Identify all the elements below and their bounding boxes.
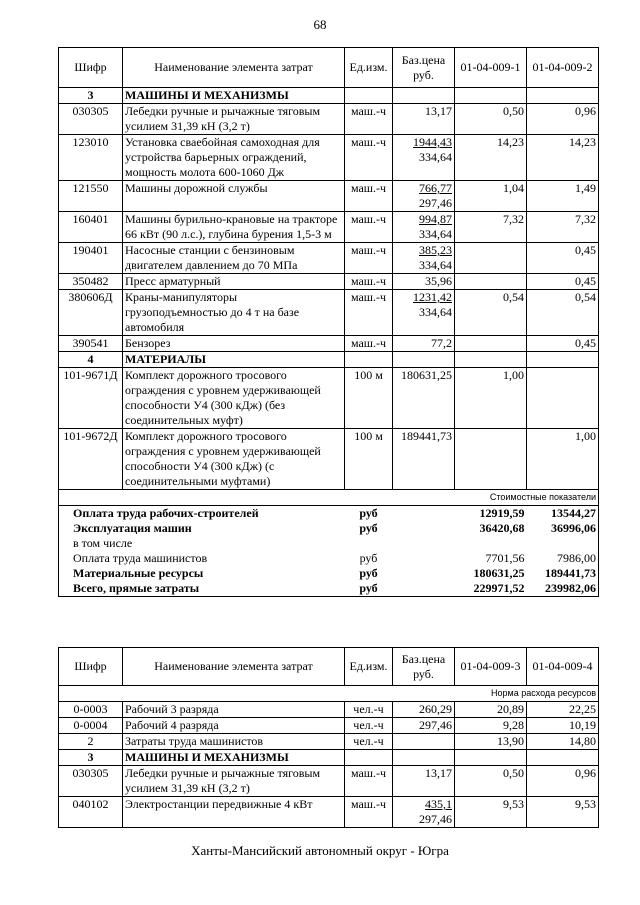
row-code: 380606Д xyxy=(59,290,123,336)
row-price-base: 35,96 xyxy=(425,274,452,288)
row-price-base: 1231,42 xyxy=(413,290,452,304)
row-name: Насосные станции с бензиновым двигателем давлением до 70 МПа xyxy=(123,243,345,274)
summary-spacer xyxy=(393,521,455,536)
resource-table-2 xyxy=(58,647,599,828)
summary-unit: руб xyxy=(359,566,378,580)
table-row xyxy=(59,429,599,490)
table-row xyxy=(59,336,599,352)
table-row xyxy=(59,181,599,212)
row-code: 350482 xyxy=(59,274,123,290)
table1-body xyxy=(59,88,599,490)
summary-unit: руб xyxy=(359,506,378,520)
page-number: 68 xyxy=(313,17,327,32)
row-unit: маш.-ч xyxy=(345,243,393,274)
table-row xyxy=(59,750,599,766)
row-name: Рабочий 4 разряда xyxy=(123,718,345,734)
summary-unit xyxy=(345,536,393,551)
header-col-a1: 01-04-009-1 xyxy=(455,48,527,88)
row-unit: 100 м xyxy=(345,368,393,429)
row-name: Рабочий 3 разряда xyxy=(123,702,345,718)
row-value-2: 0,96 xyxy=(527,766,599,797)
table-row xyxy=(59,290,599,336)
resource-table-1 xyxy=(58,47,599,597)
row-price xyxy=(393,368,455,429)
row-name: Лебедки ручные и рычажные тяговым усилием 31,39 кН (3,2 т) xyxy=(123,766,345,797)
summary-spacer xyxy=(393,506,455,522)
row-value-2: 0,45 xyxy=(527,336,599,352)
row-value-1: 0,50 xyxy=(455,766,527,797)
row-unit xyxy=(345,88,393,104)
row-value-2: 10,19 xyxy=(527,718,599,734)
table-row xyxy=(59,274,599,290)
row-value-2: 0,45 xyxy=(527,274,599,290)
row-unit: маш.-ч xyxy=(345,290,393,336)
row-price xyxy=(393,88,455,104)
row-code: 030305 xyxy=(59,104,123,135)
row-value-1 xyxy=(455,429,527,490)
summary-spacer xyxy=(393,536,455,551)
row-code: 040102 xyxy=(59,797,123,828)
row-code: 2 xyxy=(59,734,123,750)
header2-price: Баз.цена руб. xyxy=(393,648,455,686)
summary-row xyxy=(59,521,599,536)
norm-caption: Норма расхода ресурсов xyxy=(59,686,599,702)
summary-spacer xyxy=(393,551,455,566)
row-price-base: 766,77 xyxy=(419,181,452,195)
row-value-2: 0,45 xyxy=(527,243,599,274)
table-row xyxy=(59,368,599,429)
row-value-2: 14,23 xyxy=(527,135,599,181)
table-row xyxy=(59,352,599,368)
row-price-base: 435,1 xyxy=(425,797,452,811)
row-name: Затраты труда машинистов xyxy=(123,734,345,750)
summary-value-2 xyxy=(527,536,599,551)
summary-label: Материальные ресурсы xyxy=(59,566,345,581)
row-price-base: 77,2 xyxy=(431,336,452,350)
summary-spacer xyxy=(393,581,455,597)
row-code: 3 xyxy=(59,88,123,104)
summary-label: Всего, прямые затраты xyxy=(59,581,345,597)
row-price xyxy=(393,290,455,336)
row-value-2 xyxy=(527,368,599,429)
row-price-base: 385,23 xyxy=(419,243,452,257)
row-price xyxy=(393,702,455,718)
row-price-secondary: 297,46 xyxy=(419,196,452,210)
summary-value-1: 12919,59 xyxy=(479,506,525,520)
row-price xyxy=(393,734,455,750)
row-price-secondary: 297,46 xyxy=(419,812,452,826)
header2-col-b2: 01-04-009-4 xyxy=(527,648,599,686)
summary-row xyxy=(59,536,599,551)
row-price-base: 13,17 xyxy=(425,104,452,118)
row-price xyxy=(393,352,455,368)
row-value-1: 7,32 xyxy=(455,212,527,243)
row-name: Бензорез xyxy=(123,336,345,352)
row-value-1: 20,89 xyxy=(455,702,527,718)
header2-col-b1: 01-04-009-3 xyxy=(455,648,527,686)
row-code: 3 xyxy=(59,750,123,766)
row-unit xyxy=(345,750,393,766)
summary-spacer xyxy=(393,566,455,581)
summary-row xyxy=(59,581,599,597)
table1-summary xyxy=(59,506,599,597)
row-unit: 100 м xyxy=(345,429,393,490)
row-unit: чел.-ч xyxy=(345,734,393,750)
row-unit: маш.-ч xyxy=(345,104,393,135)
row-price-secondary: 334,64 xyxy=(419,227,452,241)
row-code: 121550 xyxy=(59,181,123,212)
row-code: 030305 xyxy=(59,766,123,797)
summary-row xyxy=(59,566,599,581)
row-name: Комплект дорожного тросового ограждения с уровнем удерживающей способности У4 (300 кДж) (без соединительных муфт) xyxy=(123,368,345,429)
row-price-base: 13,17 xyxy=(425,766,452,780)
table-row xyxy=(59,797,599,828)
footer-region: Ханты-Мансийский автономный округ - Югра xyxy=(191,843,449,858)
row-unit: маш.-ч xyxy=(345,181,393,212)
table-row xyxy=(59,734,599,750)
row-value-1: 1,04 xyxy=(455,181,527,212)
row-value-1: 0,50 xyxy=(455,104,527,135)
row-name: Пресс арматурный xyxy=(123,274,345,290)
summary-label: Оплата труда машинистов xyxy=(59,551,345,566)
row-name: Установка сваебойная самоходная для устройства барьерных ограждений, мощность молота 600-1060 Дж xyxy=(123,135,345,181)
row-value-2 xyxy=(527,88,599,104)
header-name: Наименование элемента затрат xyxy=(123,48,345,88)
row-unit: маш.-ч xyxy=(345,766,393,797)
row-price-secondary: 334,64 xyxy=(419,305,452,319)
summary-unit: руб xyxy=(345,581,393,597)
row-code: 4 xyxy=(59,352,123,368)
row-name: МАШИНЫ И МЕХАНИЗМЫ xyxy=(123,88,345,104)
row-name: Электростанции передвижные 4 кВт xyxy=(123,797,345,828)
row-name: Машины бурильно-крановые на тракторе 66 кВт (90 л.с.), глубина бурения 1,5-3 м xyxy=(123,212,345,243)
row-price xyxy=(393,766,455,797)
row-value-2: 7,32 xyxy=(527,212,599,243)
row-price-base: 297,46 xyxy=(419,718,452,732)
row-value-1 xyxy=(455,88,527,104)
summary-value-1: 7701,56 xyxy=(485,551,525,565)
row-price-base: 1944,43 xyxy=(413,135,452,149)
row-code: 123010 xyxy=(59,135,123,181)
row-value-2: 1,49 xyxy=(527,181,599,212)
row-name: Лебедки ручные и рычажные тяговым усилием 31,39 кН (3,2 т) xyxy=(123,104,345,135)
header2-name: Наименование элемента затрат xyxy=(123,648,345,686)
row-unit: маш.-ч xyxy=(345,212,393,243)
row-price xyxy=(393,212,455,243)
row-value-1 xyxy=(455,243,527,274)
header-code: Шифр xyxy=(59,48,123,88)
row-name: Краны-манипуляторы грузоподъемностью до 4 т на базе автомобиля xyxy=(123,290,345,336)
table-row xyxy=(59,135,599,181)
row-price xyxy=(393,135,455,181)
row-code: 101-9672Д xyxy=(59,429,123,490)
summary-value-2: 239982,06 xyxy=(527,581,599,597)
row-price xyxy=(393,797,455,828)
row-code: 160401 xyxy=(59,212,123,243)
summary-value-1: 229971,52 xyxy=(455,581,527,597)
summary-value-1: 180631,25 xyxy=(473,566,525,580)
row-value-2: 0,96 xyxy=(527,104,599,135)
table-row xyxy=(59,104,599,135)
row-price xyxy=(393,336,455,352)
summary-value-2: 36996,06 xyxy=(527,521,599,536)
row-name: Комплект дорожного тросового ограждения с уровнем удерживающей способности У4 (300 кДж) (с соединительными муфтами) xyxy=(123,429,345,490)
row-unit: маш.-ч xyxy=(345,336,393,352)
summary-value-2: 13544,27 xyxy=(527,506,599,522)
row-price xyxy=(393,181,455,212)
summary-caption: Стоимостные показатели xyxy=(59,490,599,506)
header-unit: Ед.изм. xyxy=(345,48,393,88)
summary-label: Эксплуатация машин xyxy=(59,521,345,536)
summary-row xyxy=(59,506,599,522)
row-name: МАТЕРИАЛЫ xyxy=(123,352,345,368)
row-price xyxy=(393,750,455,766)
summary-row xyxy=(59,551,599,566)
row-value-1: 13,90 xyxy=(455,734,527,750)
summary-label: Оплата труда рабочих-строителей xyxy=(59,506,345,522)
row-value-1: 9,28 xyxy=(455,718,527,734)
row-code: 0-0003 xyxy=(59,702,123,718)
row-value-1: 14,23 xyxy=(455,135,527,181)
row-value-1 xyxy=(455,750,527,766)
summary-unit: руб xyxy=(359,551,378,565)
row-price xyxy=(393,274,455,290)
row-name: МАШИНЫ И МЕХАНИЗМЫ xyxy=(123,750,345,766)
table-row xyxy=(59,766,599,797)
row-price-secondary: 334,64 xyxy=(419,150,452,164)
table-row xyxy=(59,718,599,734)
row-value-2: 0,54 xyxy=(527,290,599,336)
row-price-base: 260,29 xyxy=(419,702,452,716)
row-unit xyxy=(345,352,393,368)
row-code: 190401 xyxy=(59,243,123,274)
summary-value-1 xyxy=(455,536,527,551)
row-price xyxy=(393,718,455,734)
summary-value-1: 36420,68 xyxy=(479,521,525,535)
row-price xyxy=(393,429,455,490)
row-price-base: 189441,73 xyxy=(401,429,452,443)
row-price xyxy=(393,104,455,135)
row-value-1: 9,53 xyxy=(455,797,527,828)
row-value-1 xyxy=(455,336,527,352)
row-unit: маш.-ч xyxy=(345,797,393,828)
row-unit: чел.-ч xyxy=(345,718,393,734)
row-value-1 xyxy=(455,352,527,368)
row-value-2: 1,00 xyxy=(527,429,599,490)
table-row xyxy=(59,212,599,243)
row-unit: маш.-ч xyxy=(345,135,393,181)
summary-unit: руб xyxy=(359,521,378,535)
row-value-1: 1,00 xyxy=(455,368,527,429)
row-value-2: 9,53 xyxy=(527,797,599,828)
row-unit: чел.-ч xyxy=(345,702,393,718)
summary-value-2: 189441,73 xyxy=(527,566,599,581)
row-price-secondary: 334,64 xyxy=(419,258,452,272)
header-col-a2: 01-04-009-2 xyxy=(527,48,599,88)
table-row xyxy=(59,702,599,718)
row-value-2 xyxy=(527,352,599,368)
summary-value-2: 7986,00 xyxy=(527,551,599,566)
table-row xyxy=(59,88,599,104)
summary-label: в том числе xyxy=(59,536,345,551)
row-name: Машины дорожной службы xyxy=(123,181,345,212)
table-row xyxy=(59,243,599,274)
table2-body xyxy=(59,702,599,828)
row-value-1 xyxy=(455,274,527,290)
header2-code: Шифр xyxy=(59,648,123,686)
row-value-1: 0,54 xyxy=(455,290,527,336)
row-unit: маш.-ч xyxy=(345,274,393,290)
row-code: 0-0004 xyxy=(59,718,123,734)
row-price xyxy=(393,243,455,274)
row-code: 101-9671Д xyxy=(59,368,123,429)
row-price-base: 994,87 xyxy=(419,212,452,226)
row-value-2: 22,25 xyxy=(527,702,599,718)
header-price: Баз.цена руб. xyxy=(393,48,455,88)
row-code: 390541 xyxy=(59,336,123,352)
row-price-base: 180631,25 xyxy=(401,368,452,382)
row-value-2: 14,80 xyxy=(527,734,599,750)
header2-unit: Ед.изм. xyxy=(345,648,393,686)
row-value-2 xyxy=(527,750,599,766)
